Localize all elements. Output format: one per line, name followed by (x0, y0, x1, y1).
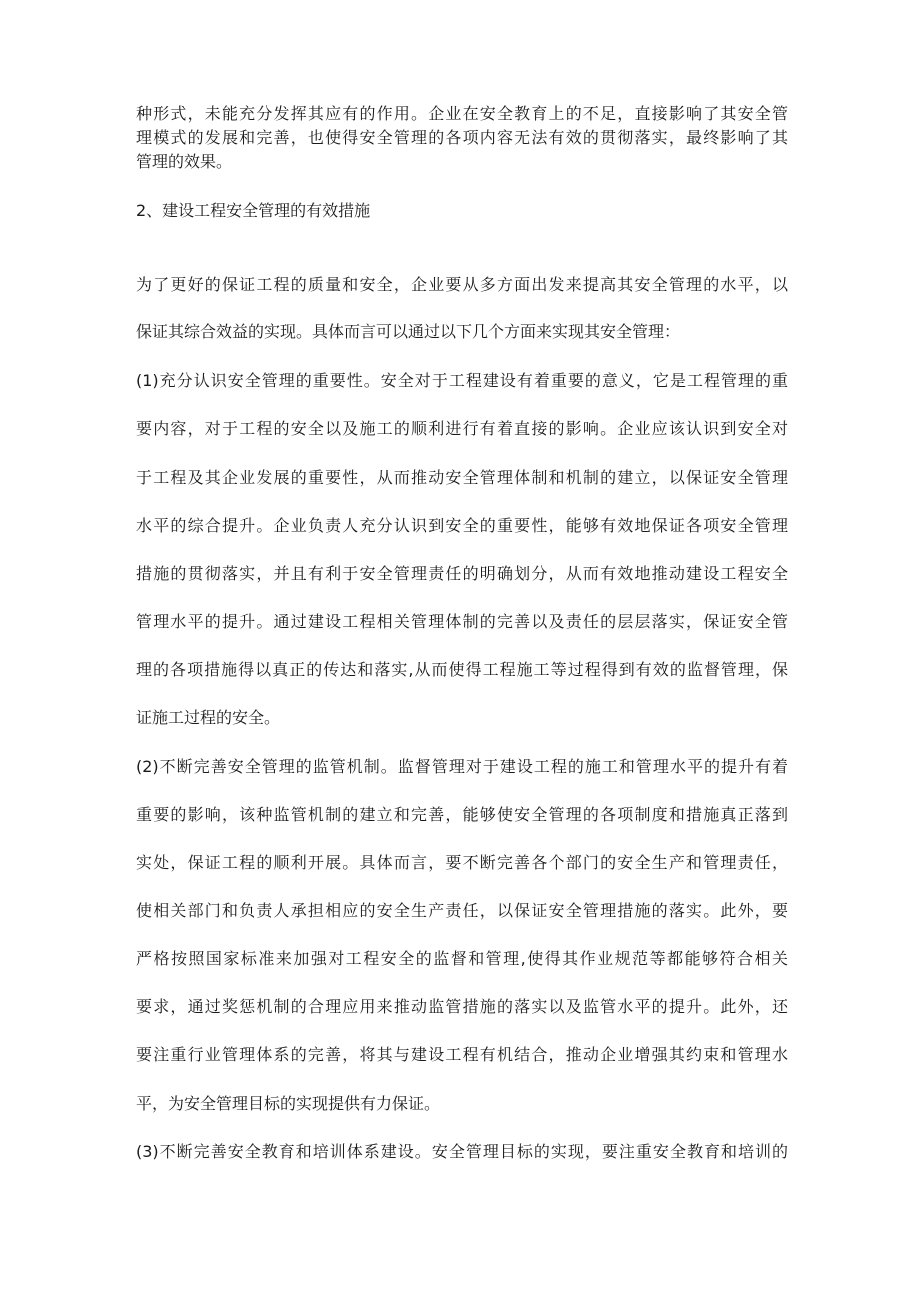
text-line: 平，为安全管理目标的实现提供有力保证。 (136, 1094, 441, 1113)
text-line: 使相关部门和负责人承担相应的安全生产责任，以保证安全管理措施的落实。此外，要 (136, 901, 788, 920)
text-line: 要求，通过奖惩机制的合理应用来推动监管措施的落实以及监管水平的提升。此外，还 (136, 997, 788, 1016)
text-line: 措施的贯彻落实，并且有利于安全管理责任的明确划分，从而有效地推动建设工程安全 (136, 564, 788, 583)
text-line: 严格按照国家标准来加强对工程安全的监督和管理,使得其作业规范等都能够符合相关 (136, 949, 788, 968)
text-line: 理的各项措施得以真正的传达和落实,从而使得工程施工等过程得到有效的监督管理，保 (136, 660, 788, 679)
text-line: 种形式，未能充分发挥其应有的作用。企业在安全教育上的不足，直接影响了其安全管 (136, 104, 788, 123)
text-line: 管理水平的提升。通过建设工程相关管理体制的完善以及责任的层层落实，保证安全管 (136, 612, 788, 631)
section-heading: 2、建设工程安全管理的有效措施 (136, 201, 371, 220)
text-line: 要注重行业管理体系的完善，将其与建设工程有机结合，推动企业增强其约束和管理水 (136, 1045, 788, 1064)
text-line: 要内容，对于工程的安全以及施工的顺利进行有着直接的影响。企业应该认识到安全对 (136, 419, 788, 438)
text-line: 管理的效果。 (136, 152, 233, 171)
text-line: 理模式的发展和完善，也使得安全管理的各项内容无法有效的贯彻落实，最终影响了其 (136, 128, 788, 147)
text-line: 为了更好的保证工程的质量和安全，企业要从多方面出发来提高其安全管理的水平，以 (136, 275, 788, 294)
text-line: 实处，保证工程的顺利开展。具体而言，要不断完善各个部门的安全生产和管理责任， (136, 853, 788, 872)
text-line: 重要的影响，该种监管机制的建立和完善，能够使安全管理的各项制度和措施真正落到 (136, 805, 788, 824)
text-line: 于工程及其企业发展的重要性，从而推动安全管理体制和机制的建立，以保证安全管理 (136, 468, 788, 487)
text-line: 保证其综合效益的实现。具体而言可以通过以下几个方面来实现其安全管理： (136, 322, 681, 341)
text-line: 证施工过程的安全。 (136, 708, 281, 727)
text-line: 水平的综合提升。企业负责人充分认识到安全的重要性，能够有效地保证各项安全管理 (136, 516, 788, 535)
text-line: (2)不断完善安全管理的监管机制。监督管理对于建设工程的施工和管理水平的提升有着 (136, 757, 788, 776)
text-line: (1)充分认识安全管理的重要性。安全对于工程建设有着重要的意义，它是工程管理的重 (136, 371, 788, 390)
text-line: (3)不断完善安全教育和培训体系建设。安全管理目标的实现，要注重安全教育和培训的 (136, 1142, 788, 1161)
